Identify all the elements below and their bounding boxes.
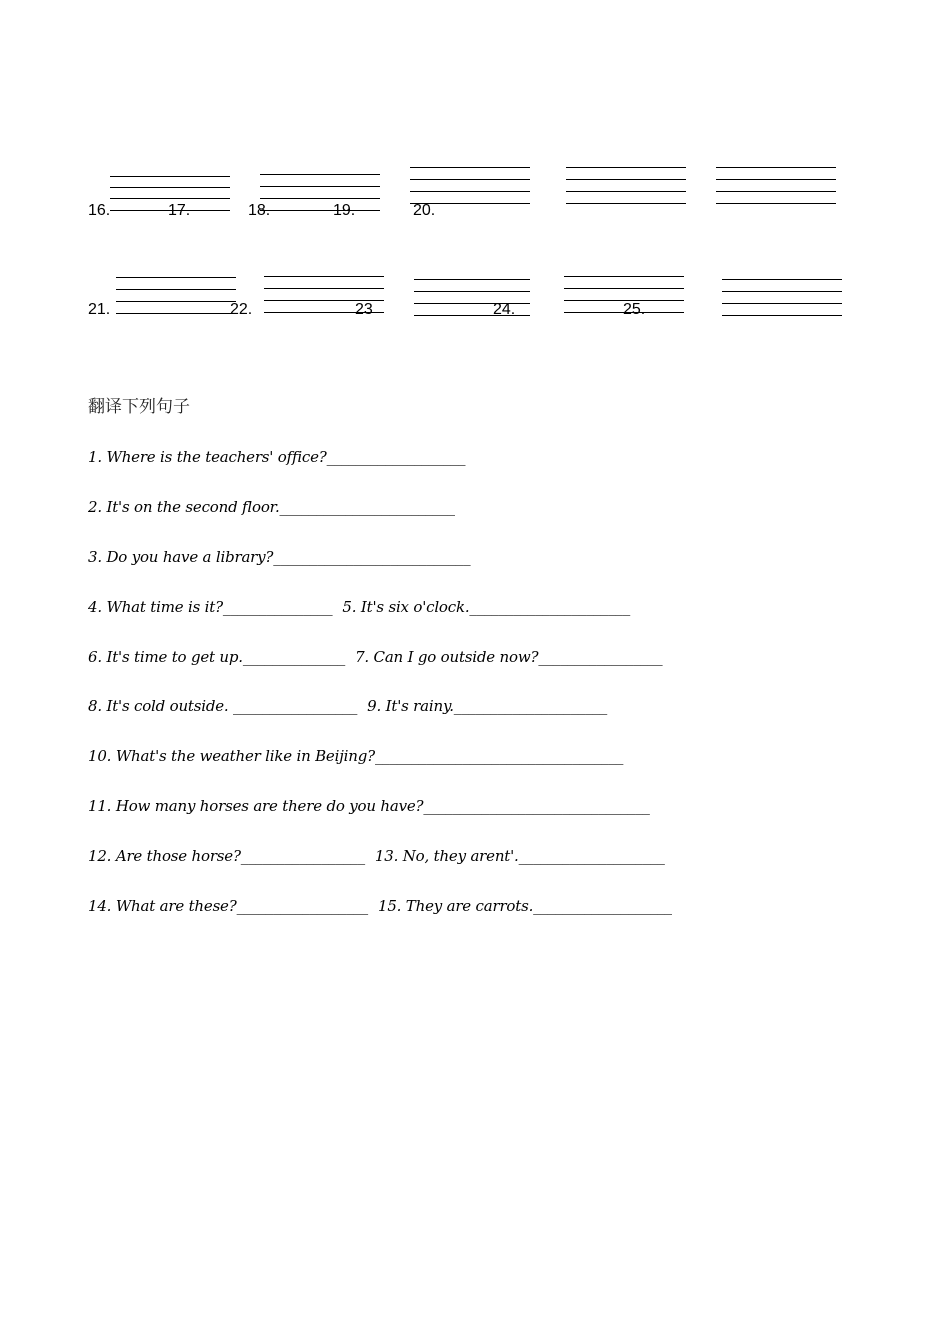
translate-line-2 [88,500,455,515]
sentence: 5. It's six o'clock.______________________ [342,598,631,616]
answer-number: 20. [413,202,436,219]
translate-line-1 [88,450,465,465]
answer-number: 21. [88,301,111,318]
sentence: 7. Can I go outside now?_________________ [355,648,663,666]
sentence: 12. Are those horse?_________________ [88,847,365,865]
sentence: 10. What's the weather like in Beijing?__________________________________ [88,747,624,765]
translate-line-5 [88,650,662,665]
sentence: 4. What time is it?_______________ [88,598,333,616]
sentence: 14. What are these?__________________ [88,897,368,915]
answer-number: 18. [248,202,271,219]
translate-line-6 [88,699,607,714]
translate-line-8 [88,799,650,814]
sentence: 3. Do you have a library?___________________________ [88,548,471,566]
answer-number: 22. [230,301,253,318]
sentence: 15. They are carrots.___________________ [377,897,672,915]
answer-number: 25. [623,301,646,318]
sentence: 2. It's on the second floor.________________________ [88,498,455,516]
sentence: 8. It's cold outside. _________________ [88,697,358,715]
answer-number: 23 [355,301,373,318]
section-heading: 翻译下列句子 [88,397,190,417]
translate-line-4 [88,600,630,615]
translate-line-9 [88,849,665,864]
sentence: 13. No, they arent'.____________________ [374,847,665,865]
translate-line-10 [88,899,672,914]
translate-line-7 [88,749,623,764]
answer-number: 24. [493,301,516,318]
answer-number: 16. [88,202,111,219]
sentence: 9. It's rainy._____________________ [367,697,608,715]
sentence: 6. It's time to get up.______________ [88,648,346,666]
translate-line-3 [88,550,470,565]
answer-number: 19. [333,202,356,219]
answer-number: 17. [168,202,191,219]
sentence: 11. How many horses are there do you have?_______________________________ [88,797,650,815]
sentence: 1. Where is the teachers' office?___________________ [88,448,466,466]
